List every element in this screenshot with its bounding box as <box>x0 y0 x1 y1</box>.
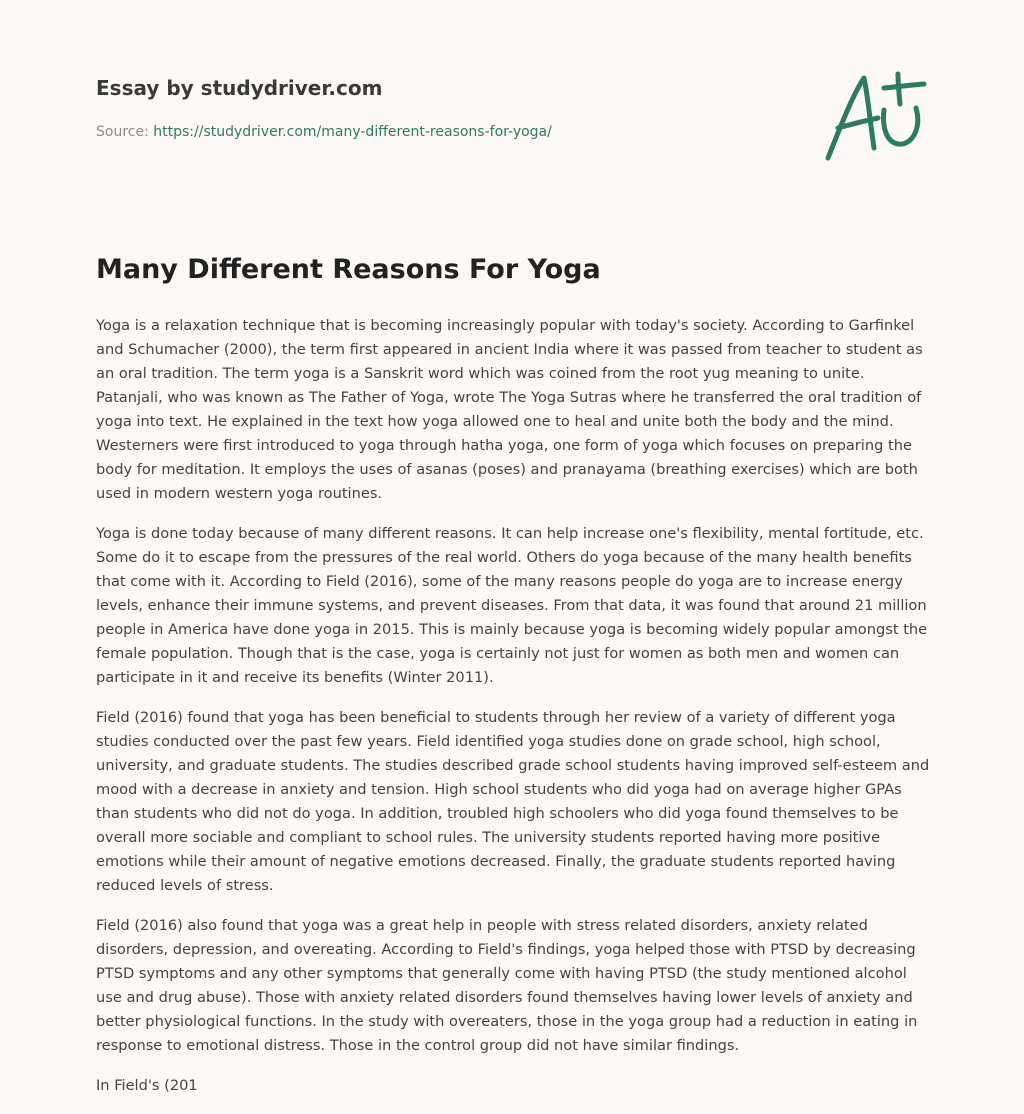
source-label: Source: <box>96 124 149 140</box>
essay-body <box>96 314 932 1114</box>
essay-paragraph: Yoga is done today because of many different reasons. It can help increase one's flexibility, mental fortitude, etc. Some do it to escape from the pressures of the real world. Others do yoga because of the many health benefits that come with it. According to Field (2016), some of the many reasons people do yoga are to increase energy levels, enhance their immune systems, and prevent diseases. From that data, it was found that around 21 million people in America have done yoga in 2015. This is mainly because yoga is becoming widely popular amongst the female population. Though that is the case, yoga is certainly not just for women as both men and women can participate in it and receive its benefits (Winter 2011). <box>96 525 928 686</box>
source-line <box>96 124 552 140</box>
essay-paragraph: Field (2016) also found that yoga was a great help in people with stress related disorders, anxiety related disorders, depression, and overeating. According to Field's findings, yoga helped those with PTSD by decreasing PTSD symptoms and any other symptoms that generally come with having PTSD (the study mentioned alcohol use and drug abuse). Those with anxiety related disorders found themselves having lower levels of anxiety and better physiological functions. In the study with overeaters, those in the yoga group had a reduction in eating in response to emotional distress. Those in the control group did not have similar findings. <box>96 917 918 1054</box>
essay-paragraph: Yoga is a relaxation technique that is becoming increasingly popular with today's society. According to Garfinkel and Schumacher (2000), the term first appeared in ancient India where it was passed from teacher to student as an oral tradition. The term yoga is a Sanskrit word which was coined from the root yug meaning to unite. Patanjali, who was known as The Father of Yoga, wrote The Yoga Sutras where he transferred the oral tradition of yoga into text. He explained in the text how yoga allowed one to heal and unite both the body and the mind. Westerners were first introduced to yoga through hatha yoga, one form of yoga which focuses on preparing the body for meditation. It employs the uses of asanas (poses) and pranayama (breathing exercises) which are both used in modern western yoga routines. <box>96 317 923 502</box>
a-plus-logo-icon <box>818 66 930 166</box>
essay-paragraph: Field (2016) found that yoga has been beneficial to students through her review of a variety of different yoga studies conducted over the past few years. Field identified yoga studies done on grade school, high school, university, and graduate students. The studies described grade school students having improved self-esteem and mood with a decrease in anxiety and tension. High school students who did yoga had on average higher GPAs than students who did not do yoga. In addition, troubled high schoolers who did yoga found themselves to be overall more sociable and compliant to school rules. The university students reported having more positive emotions while their amount of negative emotions decreased. Finally, the graduate students reported having reduced levels of stress. <box>96 709 930 894</box>
source-link[interactable]: https://studydriver.com/many-different-reasons-for-yoga/ <box>153 124 552 140</box>
essay-title: Many Different Reasons For Yoga <box>96 254 601 285</box>
essay-paragraph-truncated: In Field's (201 <box>96 1077 198 1094</box>
site-brand: Essay by studydriver.com <box>96 76 383 100</box>
